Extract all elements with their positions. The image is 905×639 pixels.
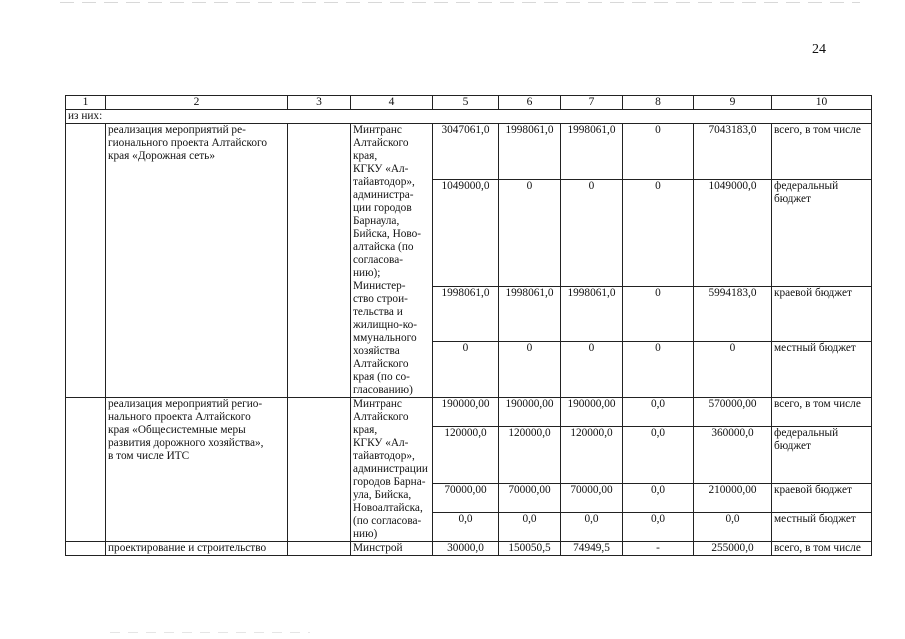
table-row [66,124,872,180]
text-line: бюджет [774,440,811,453]
text-line: Минтранс [353,124,402,136]
value-cell-5: 30000,0 [433,542,499,556]
text-line: края (по со- [353,371,410,383]
value-cell-8: 0,0 [623,483,694,512]
table-row [66,542,872,556]
value-cell-8: 0,0 [623,512,694,541]
value-cell-9: 210000,00 [694,483,772,512]
value-cell-9: 7043183,0 [694,124,772,180]
text-line: бюджет [774,192,811,205]
funding-source-cell [772,124,872,180]
text-line: тайавтодор», [353,450,415,462]
measure-name-cell [106,542,288,556]
text-line: городов Барна- [353,476,426,488]
section-row [66,110,872,124]
value-cell-8: 0 [623,342,694,398]
col-header-4: 4 [351,96,433,110]
text-line: администрации [353,463,428,475]
text-line: тайавтодор», [353,176,415,188]
value-cell-7: 0,0 [561,512,623,541]
text-line: федеральный [774,427,839,440]
funding-source-cell [772,179,872,286]
cell-col1 [66,542,106,556]
text-line: краевой бюджет [774,286,852,299]
text-line: жилищно-ко- [353,319,418,331]
col-header-9: 9 [694,96,772,110]
cell-col3 [288,124,351,398]
text-line: реализация мероприятий ре- [108,124,246,136]
text-line: развития дорожного хозяйства», [108,437,264,449]
value-cell-6: 0 [499,342,561,398]
text-line: гионального проекта Алтайского [108,137,268,149]
value-cell-5: 120000,0 [433,427,499,483]
value-cell-8: 0,0 [623,398,694,427]
text-line: федеральный [774,179,839,192]
text-line: местный бюджет [774,512,856,525]
value-cell-6: 1998061,0 [499,286,561,342]
value-cell-7: 190000,00 [561,398,623,427]
text-line: алтайска (по [353,241,414,253]
funding-source-cell [772,512,872,541]
text-line: (по согласова- [353,515,422,527]
text-line: Алтайского [353,411,409,423]
text-line: ции городов [353,202,412,214]
text-line: Новоалтайска, [353,502,423,514]
value-cell-8: - [623,542,694,556]
value-cell-9: 0,0 [694,512,772,541]
value-cell-6: 0,0 [499,512,561,541]
text-line: Минстрой [353,542,403,554]
col-header-8: 8 [623,96,694,110]
value-cell-9: 0 [694,342,772,398]
text-line: краевой бюджет [774,483,852,496]
value-cell-5: 0 [433,342,499,398]
text-line: Министер- [353,280,406,292]
cell-col1 [66,398,106,542]
text-line: тельства и [353,306,403,318]
measure-name-cell [106,124,288,398]
value-cell-8: 0 [623,124,694,180]
value-cell-7: 74949,5 [561,542,623,556]
value-cell-5: 3047061,0 [433,124,499,180]
text-line: края, [353,424,378,436]
funding-source-cell [772,483,872,512]
value-cell-9: 570000,00 [694,398,772,427]
text-line: нию) [353,528,378,540]
text-line: нального проекта Алтайского [108,411,251,423]
text-line: согласова- [353,254,403,266]
table-row [66,398,872,427]
text-line: реализация мероприятий регио- [108,398,263,410]
value-cell-6: 120000,0 [499,427,561,483]
text-line: края «Дорожная сеть» [108,150,215,162]
cell-col1 [66,124,106,398]
value-cell-6: 1998061,0 [499,124,561,180]
value-cell-9: 1049000,0 [694,179,772,286]
text-line: местный бюджет [774,342,856,355]
text-line: ула, Бийска, [353,489,412,501]
value-cell-5: 190000,00 [433,398,499,427]
value-cell-7: 0 [561,342,623,398]
value-cell-5: 0,0 [433,512,499,541]
col-header-5: 5 [433,96,499,110]
text-line: администра- [353,189,414,201]
text-line: Минтранс [353,398,402,410]
budget-table [65,95,872,556]
executor-cell [351,398,433,542]
value-cell-7: 1998061,0 [561,286,623,342]
value-cell-7: 120000,0 [561,427,623,483]
text-line: края, [353,150,378,162]
scan-edge-top [60,2,860,3]
value-cell-9: 360000,0 [694,427,772,483]
value-cell-9: 255000,0 [694,542,772,556]
text-line: проектирование и строительство [108,542,267,554]
value-cell-7: 0 [561,179,623,286]
scan-edge-bottom [110,632,310,633]
value-cell-7: 70000,00 [561,483,623,512]
funding-source-cell [772,342,872,398]
value-cell-9: 5994183,0 [694,286,772,342]
text-line: Бийска, Ново- [353,228,422,240]
text-line: Алтайского [353,137,409,149]
text-line: ммунального [353,332,417,344]
text-line: в том числе ИТС [108,450,190,462]
funding-source-cell [772,398,872,427]
text-line: Алтайского [353,358,409,370]
col-header-2: 2 [106,96,288,110]
page-number: 24 [812,42,826,57]
value-cell-5: 70000,00 [433,483,499,512]
value-cell-8: 0,0 [623,427,694,483]
col-header-7: 7 [561,96,623,110]
cell-col3 [288,398,351,542]
value-cell-6: 150050,5 [499,542,561,556]
text-line: хозяйства [353,345,400,357]
value-cell-5: 1049000,0 [433,179,499,286]
funding-source-cell [772,542,872,556]
funding-source-cell [772,286,872,342]
text-line: гласованию) [353,384,413,396]
value-cell-6: 190000,00 [499,398,561,427]
text-line: КГКУ «Ал- [353,437,409,449]
text-line: ство строи- [353,293,408,305]
text-line: всего, в том числе [774,542,861,554]
value-cell-6: 70000,00 [499,483,561,512]
value-cell-8: 0 [623,179,694,286]
section-label: из них: [66,110,872,124]
text-line: Барнаула, [353,215,400,227]
cell-col3 [288,542,351,556]
value-cell-5: 1998061,0 [433,286,499,342]
col-header-3: 3 [288,96,351,110]
executor-cell [351,542,433,556]
col-header-10: 10 [772,96,872,110]
text-line: края «Общесистемные меры [108,424,246,436]
value-cell-6: 0 [499,179,561,286]
funding-source-cell [772,427,872,483]
text-line: нию); [353,267,381,279]
value-cell-7: 1998061,0 [561,124,623,180]
col-header-1: 1 [66,96,106,110]
executor-cell [351,124,433,398]
value-cell-8: 0 [623,286,694,342]
text-line: всего, в том числе [774,124,861,136]
table-header-row [66,96,872,110]
measure-name-cell [106,398,288,542]
col-header-6: 6 [499,96,561,110]
text-line: всего, в том числе [774,398,861,410]
text-line: КГКУ «Ал- [353,163,409,175]
